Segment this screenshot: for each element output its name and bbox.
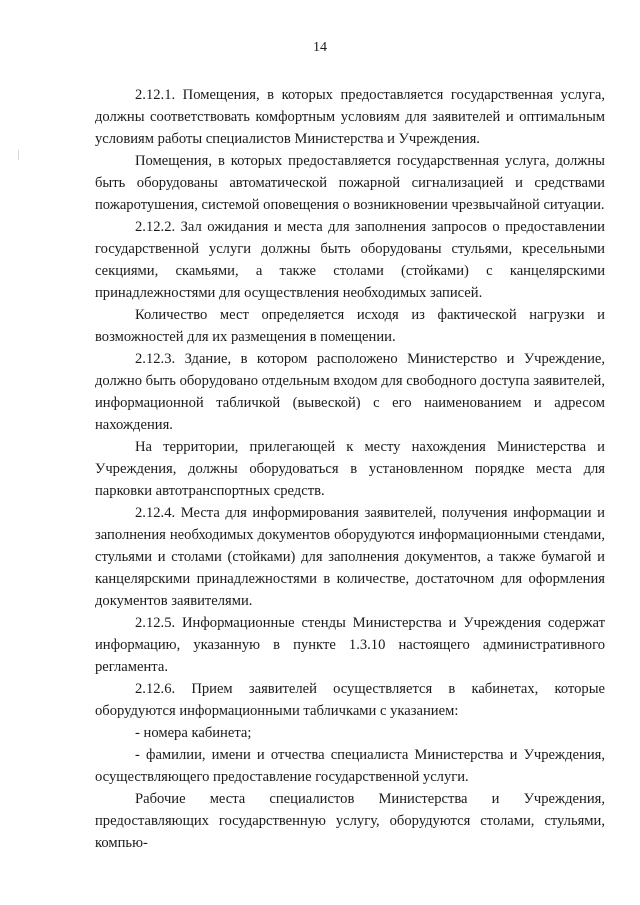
paragraph-fire-safety: Помещения, в которых предоставляется государственная услуга, должны быть оборудованы автоматической пожарной сигнализацией и средствами пожаротушения, системой оповещения о возникновении чрезвычайной ситуации. (95, 153, 605, 213)
paragraph-2-12-5: 2.12.5. Информационные стенды Министерства и Учреждения содержат информацию, указанную в пункте 1.3.10 настоящего административного регламента. (95, 615, 605, 675)
paragraph-2-12-6: 2.12.6. Прием заявителей осуществляется в кабинетах, которые оборудуются информационными табличками с указанием: (95, 681, 605, 719)
margin-mark (18, 150, 19, 160)
paragraph-2-12-2: 2.12.2. Зал ожидания и места для заполнения запросов о предоставлении государственной услуги должны быть оборудованы стульями, кресельными секциями, скамьями, а также столами (стойками) с канцелярскими принадлежностями для осуществления необходимых записей. (95, 219, 605, 301)
paragraph-seats-count: Количество мест определяется исходя из фактической нагрузки и возможностей для их размещения в помещении. (95, 307, 605, 345)
paragraph-parking: На территории, прилегающей к месту нахождения Министерства и Учреждения, должны оборудоваться в установленном порядке места для парковки автотранспортных средств. (95, 439, 605, 499)
document-body (95, 84, 605, 854)
paragraph-2-12-4: 2.12.4. Места для информирования заявителей, получения информации и заполнения необходимых документов оборудуются информационными стендами, стульями и столами (стойками) для заполнения документов, а также бумагой и канцелярскими принадлежностями в количестве, достаточном для оформления документов заявителями. (95, 505, 605, 609)
list-item-room-number: - номера кабинета; (135, 725, 252, 741)
paragraph-2-12-1: 2.12.1. Помещения, в которых предоставляется государственная услуга, должны соответствовать комфортным условиям для заявителей и оптимальным условиям работы специалистов Министерства и Учреждения. (95, 87, 605, 147)
paragraph-workplaces: Рабочие места специалистов Министерства и Учреждения, предоставляющих государственную услугу, оборудуются столами, стульями, компью- (95, 791, 605, 851)
page-number: 14 (313, 40, 327, 55)
paragraph-2-12-3: 2.12.3. Здание, в котором расположено Министерство и Учреждение, должно быть оборудовано отдельным входом для свободного доступа заявителей, информационной табличкой (вывеской) с его наименованием и адресом нахождения. (95, 351, 605, 433)
list-item-specialist-name: - фамилии, имени и отчества специалиста Министерства и Учреждения, осуществляющего предоставление государственной услуги. (95, 747, 605, 785)
